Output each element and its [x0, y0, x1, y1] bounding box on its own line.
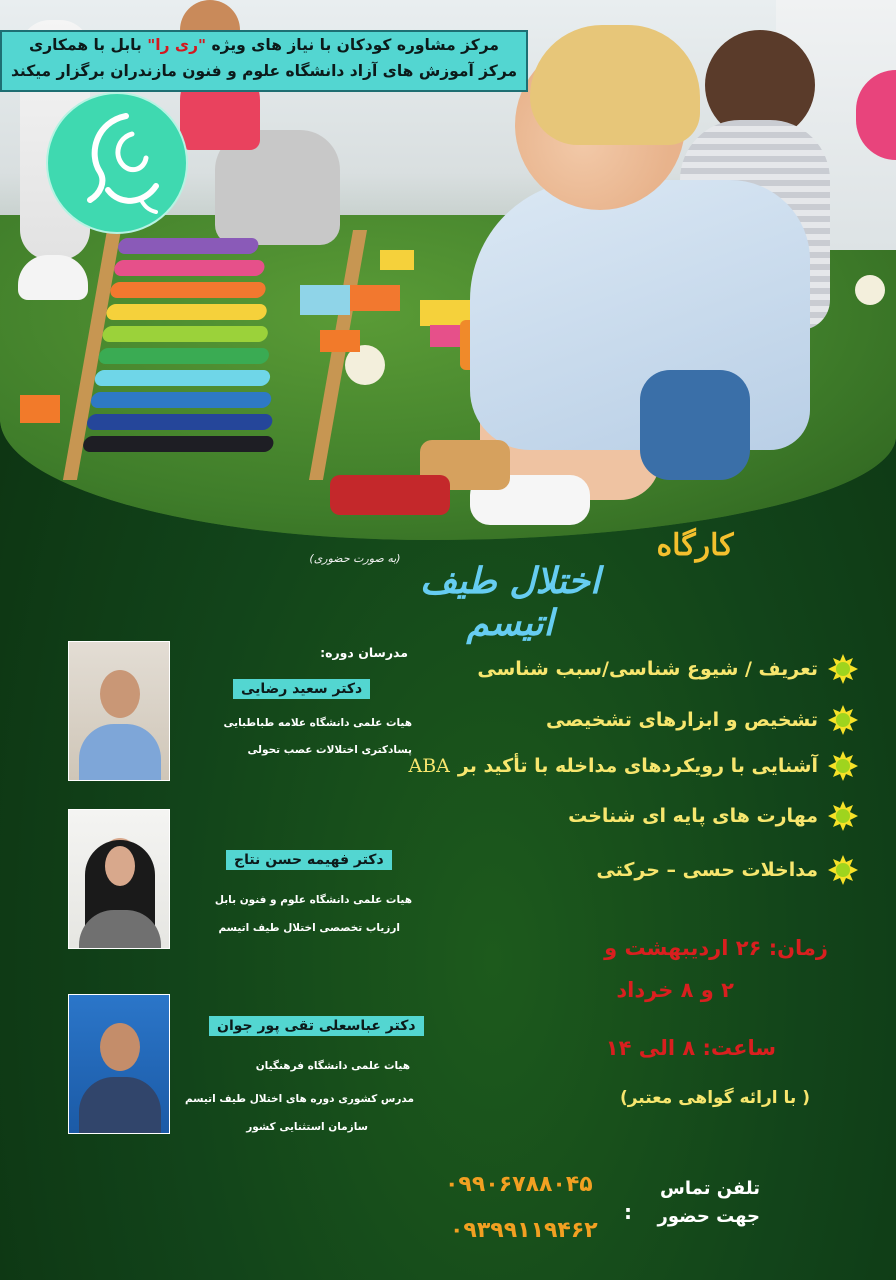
instructor-affiliation: ارزیاب تخصصی اختلال طیف اتیسم [218, 922, 400, 934]
organizer-banner [0, 30, 528, 92]
sun-bullet-icon [828, 751, 858, 781]
certificate-note: ( با ارائه گواهی معتبر) [619, 1088, 810, 1108]
contact-colon: : [624, 1200, 632, 1224]
topic-text: مداخلات حسی – حرکتی [596, 859, 818, 881]
instructor-photo [68, 809, 170, 949]
sun-bullet-icon [828, 801, 858, 831]
organizer-text: بابل با همکاری [28, 36, 148, 54]
sun-bullet-icon [828, 855, 858, 885]
instructor-name: دکتر عباسعلی تقی پور جوان [209, 1016, 424, 1036]
phone-number[interactable]: ۰۹۹۰۶۷۸۸۰۴۵ [445, 1172, 593, 1197]
abacus-beads [101, 326, 269, 342]
instructor-name: دکتر فهیمه حسن نتاج [226, 850, 392, 870]
schedule-date-line-2: ۲ و ۸ خرداد [616, 978, 734, 1002]
topic-item [408, 748, 858, 784]
toy-block [320, 330, 360, 352]
topic-text-aba: ABA [408, 755, 450, 777]
workshop-label: کارگاه [656, 528, 734, 563]
abacus [63, 230, 367, 480]
abacus-beads [82, 436, 275, 452]
toy-ball [855, 275, 885, 305]
sun-bullet-icon [828, 705, 858, 735]
instructor-affiliation: مدرس کشوری دوره های اختلال طیف اتیسم [184, 1093, 414, 1105]
topic-item [477, 651, 858, 687]
sun-bullet-icon [828, 654, 858, 684]
schedule-date-line-1: زمان: ۲۶ اردیبهشت و [604, 936, 828, 960]
abacus-beads [90, 392, 273, 408]
toy-block [300, 285, 350, 315]
instructors-heading: مدرسان دوره: [320, 645, 408, 660]
schedule-time: ساعت: ۸ الی ۱۴ [605, 1036, 776, 1060]
organizer-text: مرکز مشاوره کودکان با نیاز های ویژه [206, 36, 500, 54]
background-child-shoe [18, 255, 88, 300]
abacus-beads [94, 370, 272, 386]
instructor-affiliation: پسادکتری اختلالات عصب تحولی [247, 744, 412, 756]
topic-item [568, 798, 858, 834]
toy-block [20, 395, 60, 423]
topic-text: تعریف / شیوع شناسی/سبب شناسی [477, 658, 818, 680]
mother-child-logo-icon [46, 92, 188, 234]
instructor-photo [68, 641, 170, 781]
photo-jacket [79, 724, 161, 781]
child-shorts [640, 370, 750, 480]
photo-face [105, 846, 135, 886]
logo-graphic [48, 94, 186, 232]
photo-jacket [79, 1077, 161, 1134]
contact-label-line-1: تلفن تماس [660, 1178, 760, 1199]
topic-text: تشخیص و ابزارهای تشخیصی [546, 709, 818, 731]
instructor-photo [68, 994, 170, 1134]
brand-name: "ری را" [147, 36, 207, 54]
workshop-title: اختلال طیف اتیسم [419, 560, 601, 644]
organizer-line-2: مرکز آموزش های آزاد دانشگاه علوم و فنون مازندران برگزار میکند [10, 62, 518, 80]
abacus-beads [109, 282, 267, 298]
contact-label-line-2: جهت حضور [657, 1206, 760, 1227]
photo-head [100, 1023, 140, 1071]
toy-block [380, 250, 414, 270]
instructor-affiliation: هیات علمی دانشگاه علامه طباطبایی [223, 717, 412, 729]
instructor-affiliation: سازمان استثنایی کشور [246, 1121, 368, 1133]
abacus-beads [105, 304, 268, 320]
abacus-beads [117, 238, 260, 254]
abacus-beads [97, 348, 270, 364]
instructor-affiliation: هیات علمی دانشگاه علوم و فنون بابل [214, 894, 412, 906]
topic-item [546, 702, 858, 738]
phone-number[interactable]: ۰۹۳۹۹۱۱۹۴۶۲ [450, 1218, 598, 1243]
instructor-affiliation: هیات علمی دانشگاه فرهنگیان [255, 1060, 410, 1072]
instructor-name: دکتر سعید رضایی [233, 679, 370, 699]
toy-block [350, 285, 400, 311]
abacus-beads [86, 414, 274, 430]
toy-train-engine [330, 475, 450, 515]
topic-item [596, 852, 858, 888]
contact-label [620, 1175, 760, 1231]
attendance-mode: (به صورت حضوری) [309, 552, 401, 565]
abacus-beads [113, 260, 266, 276]
child-hair [530, 25, 700, 145]
photo-head [100, 670, 140, 718]
topic-text: آشنایی با رویکردهای مداخله با تأکید بر [457, 755, 818, 777]
organizer-line-1 [2, 32, 526, 58]
topic-text: مهارت های پایه ای شناخت [568, 805, 818, 827]
